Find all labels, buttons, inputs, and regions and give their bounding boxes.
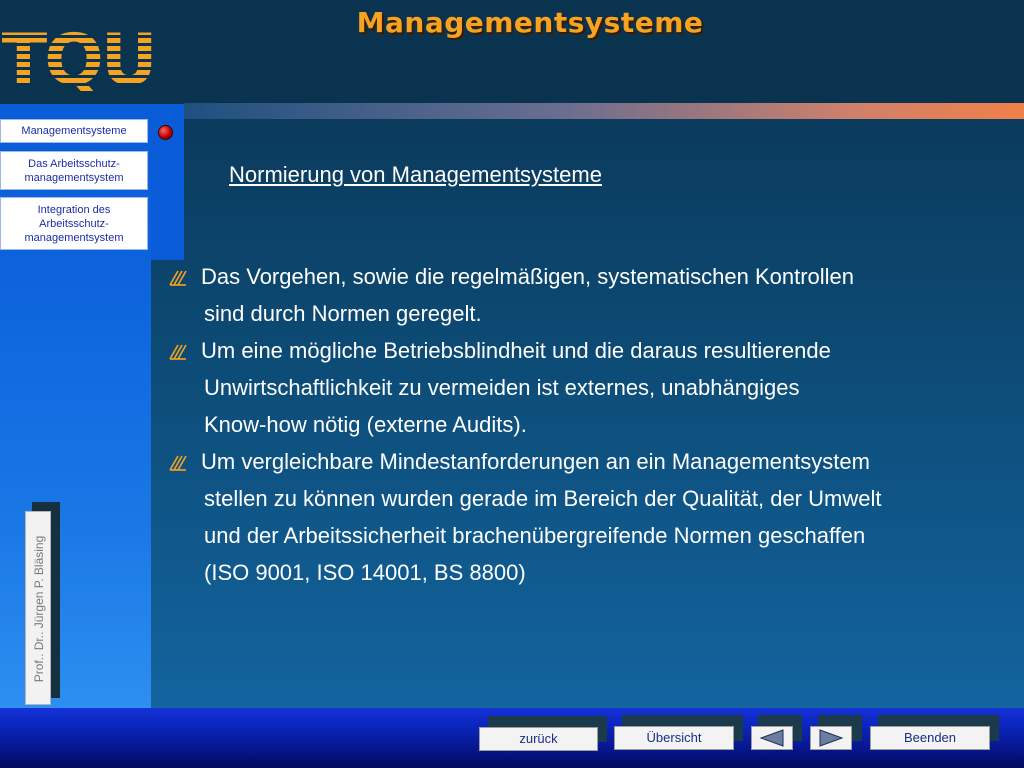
nav-item-label: Managementsysteme — [21, 125, 127, 137]
header-accent-line — [184, 103, 1024, 119]
nav-item-managementsysteme[interactable] — [0, 119, 148, 143]
bullet-line: stellen zu können wurden gerade im Bereich der Qualität, der Umwelt — [204, 486, 882, 511]
nav-item-integration[interactable] — [0, 197, 148, 250]
bullet-line: Das Vorgehen, sowie die regelmäßigen, systematischen Kontrollen — [201, 264, 855, 289]
bullet-line: und der Arbeitssicherheit brachenübergreifende Normen geschaffen — [204, 523, 866, 548]
triangle-right-icon — [818, 729, 844, 747]
nav-item-arbeitsschutz[interactable] — [0, 151, 148, 190]
bullet-list — [168, 258, 1008, 591]
active-indicator-dot — [158, 125, 173, 140]
bullet-item — [168, 258, 1008, 332]
bullet-item — [168, 332, 1008, 443]
exit-button[interactable]: Beenden — [870, 726, 990, 750]
sidebar — [0, 104, 151, 708]
bullet-line: Um vergleichbare Mindestanforderungen an ein Managementsystem — [201, 449, 870, 474]
pencil-stripes-icon — [168, 267, 188, 287]
bullet-line: sind durch Normen geregelt. — [204, 301, 482, 326]
pencil-stripes-icon — [168, 452, 188, 472]
bullet-line: Know-how nötig (externe Audits). — [204, 412, 527, 437]
bullet-line: (ISO 9001, ISO 14001, BS 8800) — [204, 560, 526, 585]
overview-button[interactable]: Übersicht — [614, 726, 734, 750]
page-title: Managementsysteme — [356, 6, 704, 39]
header-band — [0, 0, 1024, 104]
triangle-left-icon — [759, 729, 785, 747]
nav-item-label: Das Arbeitsschutz-managementsystem — [24, 157, 124, 184]
section-heading: Normierung von Managementsysteme — [229, 162, 602, 187]
previous-button[interactable] — [751, 726, 793, 750]
author-name: Prof.. Dr.. Jürgen P. Bläsing — [32, 535, 46, 683]
back-button[interactable]: zurück — [479, 727, 598, 751]
bullet-line: Unwirtschaftlichkeit zu vermeiden ist externes, unabhängiges — [204, 375, 800, 400]
bullet-item — [168, 443, 1008, 591]
bullet-line: Um eine mögliche Betriebsblindheit und die daraus resultierende — [201, 338, 831, 363]
next-button[interactable] — [810, 726, 852, 750]
nav-item-label: Integration des Arbeitsschutz-managementsystem — [24, 203, 124, 244]
author-box — [25, 511, 51, 705]
pencil-stripes-icon — [168, 341, 188, 361]
